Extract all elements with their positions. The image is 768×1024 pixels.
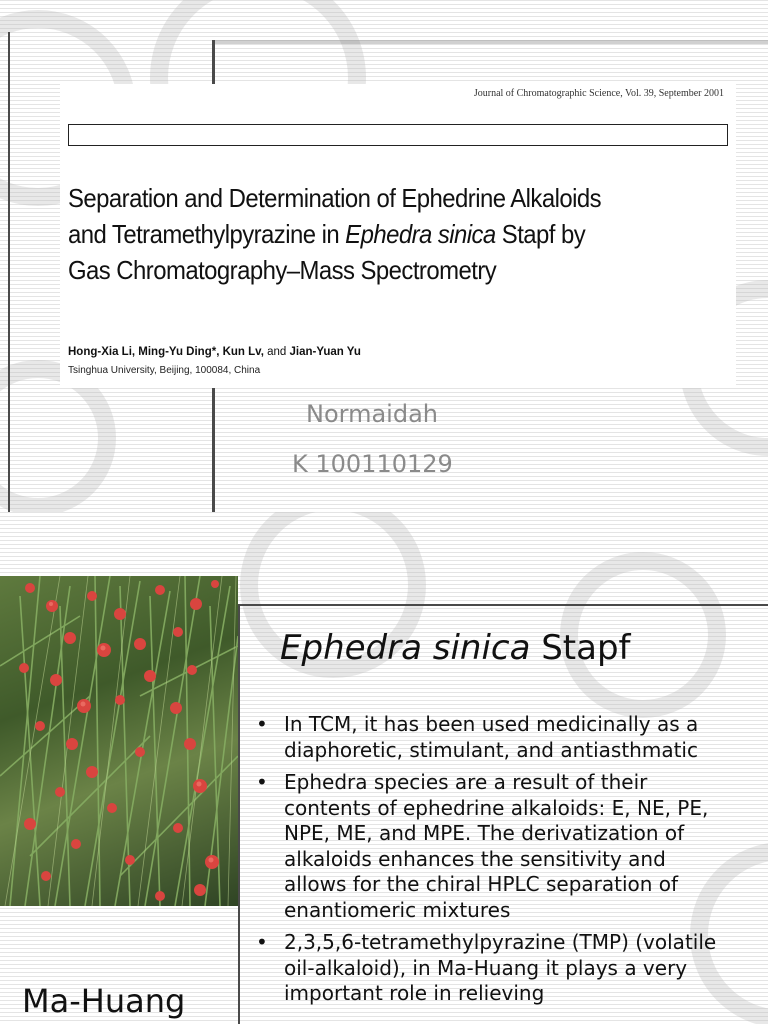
paper-title-line-2 [68, 216, 675, 252]
paper-header-image [60, 84, 736, 388]
frame-top-edge [214, 40, 768, 44]
frame-top-edge [238, 604, 768, 606]
slide-title-rest: Stapf [530, 628, 631, 668]
frame-left-edge [238, 604, 240, 1024]
paper-title [68, 180, 675, 288]
paper-title-line-2-part-b: Stapf by [495, 219, 586, 249]
bullet-item: • Ephedra species are a result of their contents of ephedrine alkaloids: E, NE, PE, NPE, ME, and MPE. The derivatization of alkaloids enhances the sensitivity and allows for the chiral HPLC separation of enantiomeric mixtures [254, 770, 730, 923]
paper-title-line-1: Separation and Determination of Ephedrine Alkaloids [68, 183, 602, 213]
ephedra-plant-photo [0, 576, 238, 906]
bullet-item: • 2,3,5,6-tetramethylpyrazine (TMP) (volatile oil-alkaloid), in Ma-Huang it plays a very important role in relieving [254, 930, 730, 1007]
authors-and: and [263, 346, 290, 358]
ephedra-plant-illustration [0, 576, 238, 906]
bullet-list [254, 712, 730, 1014]
paper-authors [68, 346, 361, 358]
presenter-id: K 100110129 [292, 450, 453, 478]
paper-title-line-2-part-a: and Tetramethylpyrazine in [68, 219, 346, 249]
bullet-item: • In TCM, it has been used medicinally as a diaphoretic, stimulant, and antiasthmatic [254, 712, 730, 763]
paper-title-species: Ephedra sinica [345, 219, 496, 249]
authors-last: Jian-Yuan Yu [289, 346, 361, 358]
paper-title-line-3: Gas Chromatography–Mass Spectrometry [68, 255, 497, 285]
paper-affiliation: Tsinghua University, Beijing, 100084, China [68, 365, 261, 376]
photo-caption: Ma-Huang [22, 982, 186, 1020]
outer-frame-edge [8, 32, 10, 512]
authors-first: Hong-Xia Li, Ming-Yu Ding*, Kun Lv, [68, 346, 264, 358]
title-banner-box [68, 124, 728, 146]
presenter-name: Normaidah [306, 400, 438, 428]
journal-citation: Journal of Chromatographic Science, Vol. 39, September 2001 [473, 88, 724, 99]
slide-2 [0, 512, 768, 1024]
slide-title-species: Ephedra sinica [280, 628, 531, 668]
slide-title [280, 628, 631, 668]
